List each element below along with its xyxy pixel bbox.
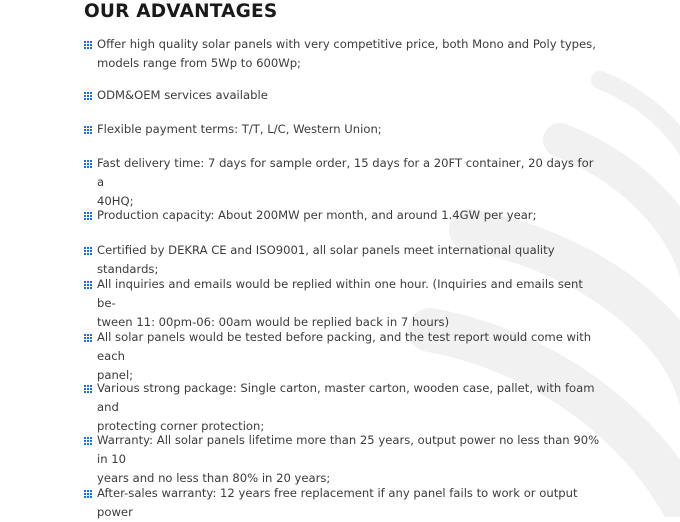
grid-bullet-icon: [84, 334, 92, 342]
grid-bullet-icon: [84, 126, 92, 134]
list-item-text: Fast delivery time: 7 days for sample order, 15 days for a 20FT container, 20 days for a 40HQ;: [97, 156, 594, 208]
list-item-text: All solar panels would be tested before packing, and the test report would come with each panel;: [97, 330, 592, 382]
list-item: [84, 241, 604, 279]
list-item-text: Offer high quality solar panels with very competitive price, both Mono and Poly types, models range from 5Wp to 600Wp;: [97, 37, 596, 70]
grid-bullet-icon: [84, 41, 92, 49]
grid-bullet-icon: [84, 385, 92, 393]
list-item: [84, 328, 604, 385]
grid-bullet-icon: [84, 490, 92, 498]
grid-bullet-icon: [84, 212, 92, 220]
list-item: [84, 154, 604, 211]
list-item: [84, 206, 604, 225]
list-item-text: All inquiries and emails would be replied within one hour. (Inquiries and emails sent be- tween 11: 00pm-06: 00am would be replied back in 7 hours): [97, 277, 583, 329]
grid-bullet-icon: [84, 247, 92, 255]
page-title: OUR ADVANTAGES: [84, 1, 278, 22]
list-item-text: After-sales warranty: 12 years free replacement if any panel fails to work or output power: [97, 486, 578, 519]
list-item-text: Certified by DEKRA CE and ISO9001, all solar panels meet international quality standards;: [97, 243, 555, 276]
list-item: [84, 275, 604, 332]
list-item: [84, 120, 604, 139]
list-item-text: Warranty: All solar panels lifetime more than 25 years, output power no less than 90% in 10 years and no less than 80% in 20 years;: [97, 433, 600, 485]
grid-bullet-icon: [84, 437, 92, 445]
grid-bullet-icon: [84, 92, 92, 100]
list-item: [84, 86, 604, 105]
list-item-text: Production capacity: About 200MW per month, and around 1.4GW per year;: [97, 208, 537, 222]
list-item: [84, 431, 604, 488]
list-item-text: Flexible payment terms: T/T, L/C, Western Union;: [97, 122, 382, 136]
list-item: [84, 379, 604, 436]
list-item-text: ODM&OEM services available: [97, 88, 268, 102]
grid-bullet-icon: [84, 281, 92, 289]
grid-bullet-icon: [84, 160, 92, 168]
list-item: [84, 35, 604, 73]
list-item: [84, 484, 604, 522]
list-item-text: Various strong package: Single carton, master carton, wooden case, pallet, with foam and protecting corner protection;: [97, 381, 595, 433]
